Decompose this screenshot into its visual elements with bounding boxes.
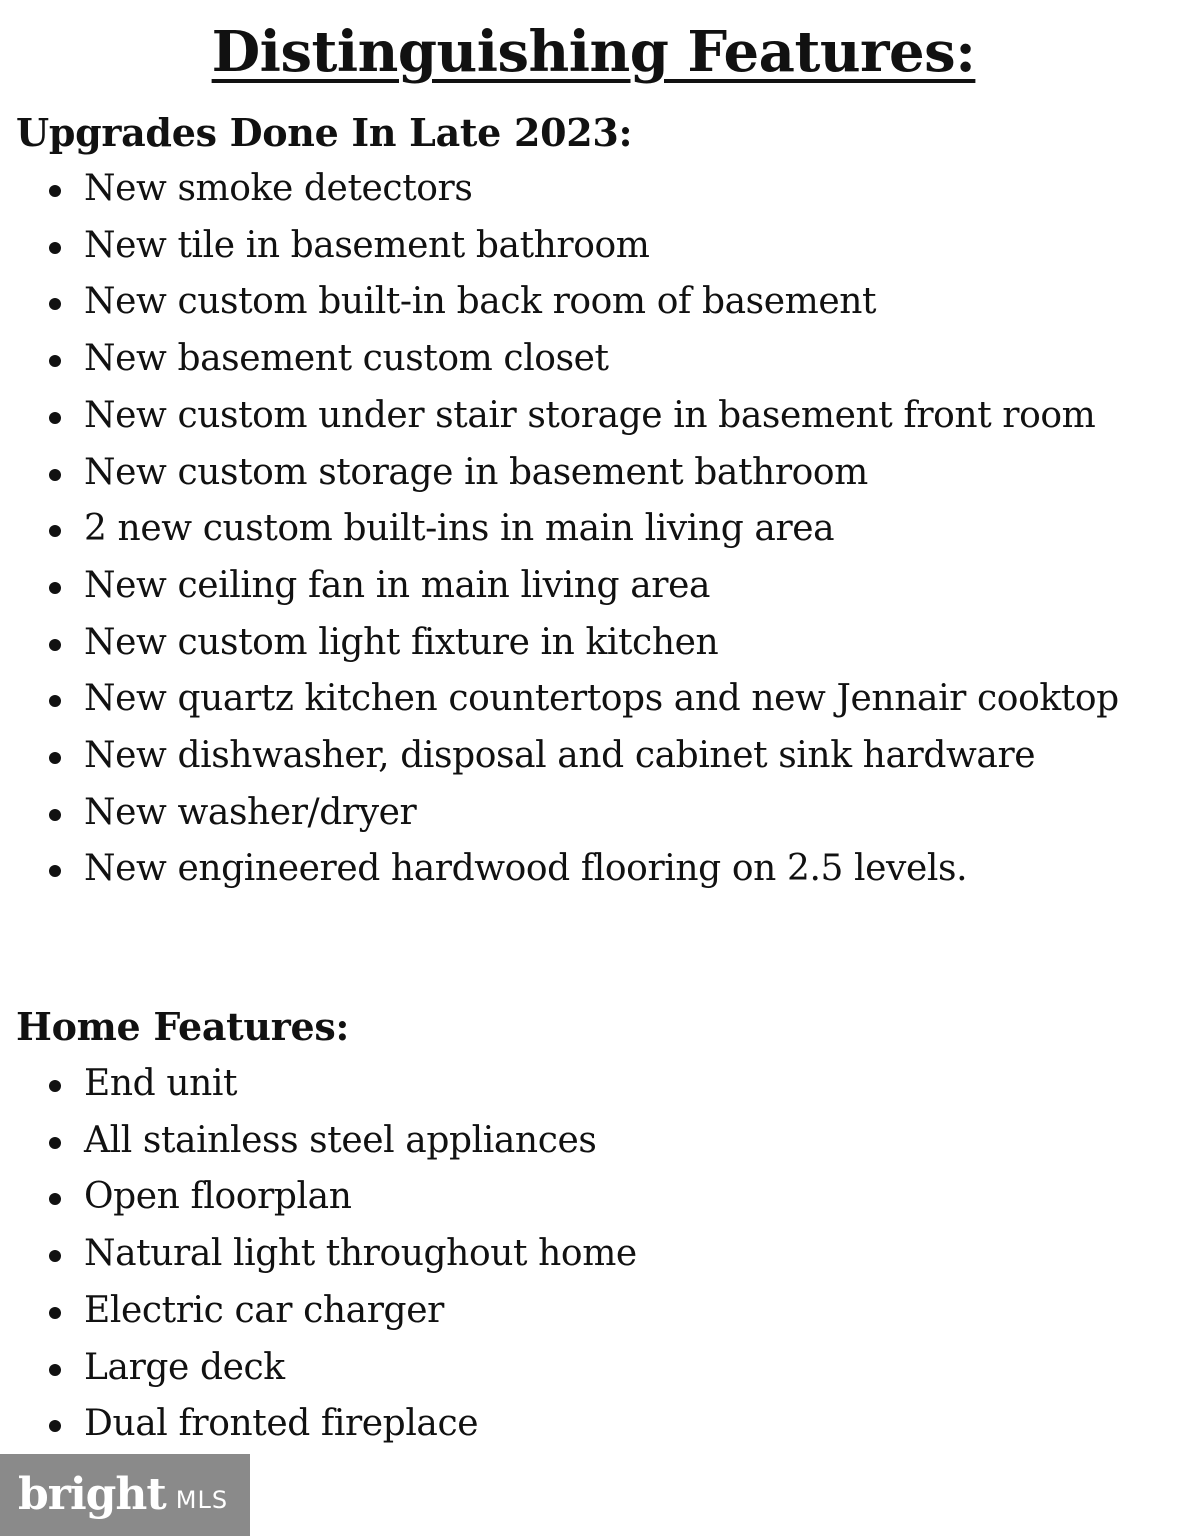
list-item-text: Dual fronted fireplace <box>84 1403 479 1445</box>
list-item <box>84 671 1164 728</box>
list-item-text: End unit <box>84 1063 238 1104</box>
list-item <box>84 161 1164 218</box>
list-item <box>84 331 1164 388</box>
list-item-text: Natural light throughout home <box>84 1233 637 1275</box>
upgrades-heading: Upgrades Done In Late 2023: <box>16 110 633 155</box>
list-item-text: New ceiling fan in main living area <box>84 564 711 606</box>
list-item <box>84 445 1164 502</box>
list-item <box>84 1283 1174 1340</box>
list-item-text: 2 new custom built-ins in main living area <box>84 508 835 550</box>
list-item-text: New custom built-in back room of basement <box>84 281 877 323</box>
list-item-text: New tile in basement bathroom <box>84 224 650 266</box>
home-features-list <box>0 1056 1174 1453</box>
upgrades-list <box>0 161 1164 898</box>
bright-mls-logo <box>0 1454 250 1536</box>
list-item <box>84 274 1164 331</box>
logo-brand-text: bright <box>18 1469 166 1520</box>
list-item <box>84 1056 1174 1113</box>
list-item-text: New dishwasher, disposal and cabinet sink hardware <box>84 735 1036 777</box>
list-item <box>84 615 1164 672</box>
list-item-text: New custom storage in basement bathroom <box>84 451 868 493</box>
list-item <box>84 1226 1174 1283</box>
list-item-text: All stainless steel appliances <box>84 1119 597 1161</box>
list-item <box>84 1169 1174 1226</box>
list-item-text: New smoke detectors <box>84 168 473 209</box>
list-item <box>84 728 1164 785</box>
list-item-text: New basement custom closet <box>84 338 609 380</box>
list-item <box>84 388 1164 445</box>
list-item-text: New washer/dryer <box>84 791 417 833</box>
list-item <box>84 501 1164 558</box>
list-item <box>84 785 1164 842</box>
list-item-text: New quartz kitchen countertops and new Jennair cooktop <box>84 678 1119 720</box>
list-item <box>84 218 1164 275</box>
home-features-heading: Home Features: <box>16 1004 350 1049</box>
list-item-text: New custom under stair storage in basement front room <box>84 394 1096 436</box>
logo-mls-text: MLS <box>175 1486 229 1514</box>
list-item-text: Electric car charger <box>84 1289 444 1331</box>
list-item <box>84 1340 1174 1397</box>
list-item-text: Large deck <box>84 1346 285 1388</box>
list-item <box>84 1396 1174 1453</box>
list-item-text: New custom light fixture in kitchen <box>84 621 719 663</box>
list-item <box>84 1113 1174 1170</box>
list-item <box>84 841 1164 898</box>
list-item <box>84 558 1164 615</box>
list-item-text: Open floorplan <box>84 1176 352 1218</box>
page-title: Distinguishing Features: <box>211 19 976 85</box>
list-item-text: New engineered hardwood flooring on 2.5 levels. <box>84 848 968 890</box>
